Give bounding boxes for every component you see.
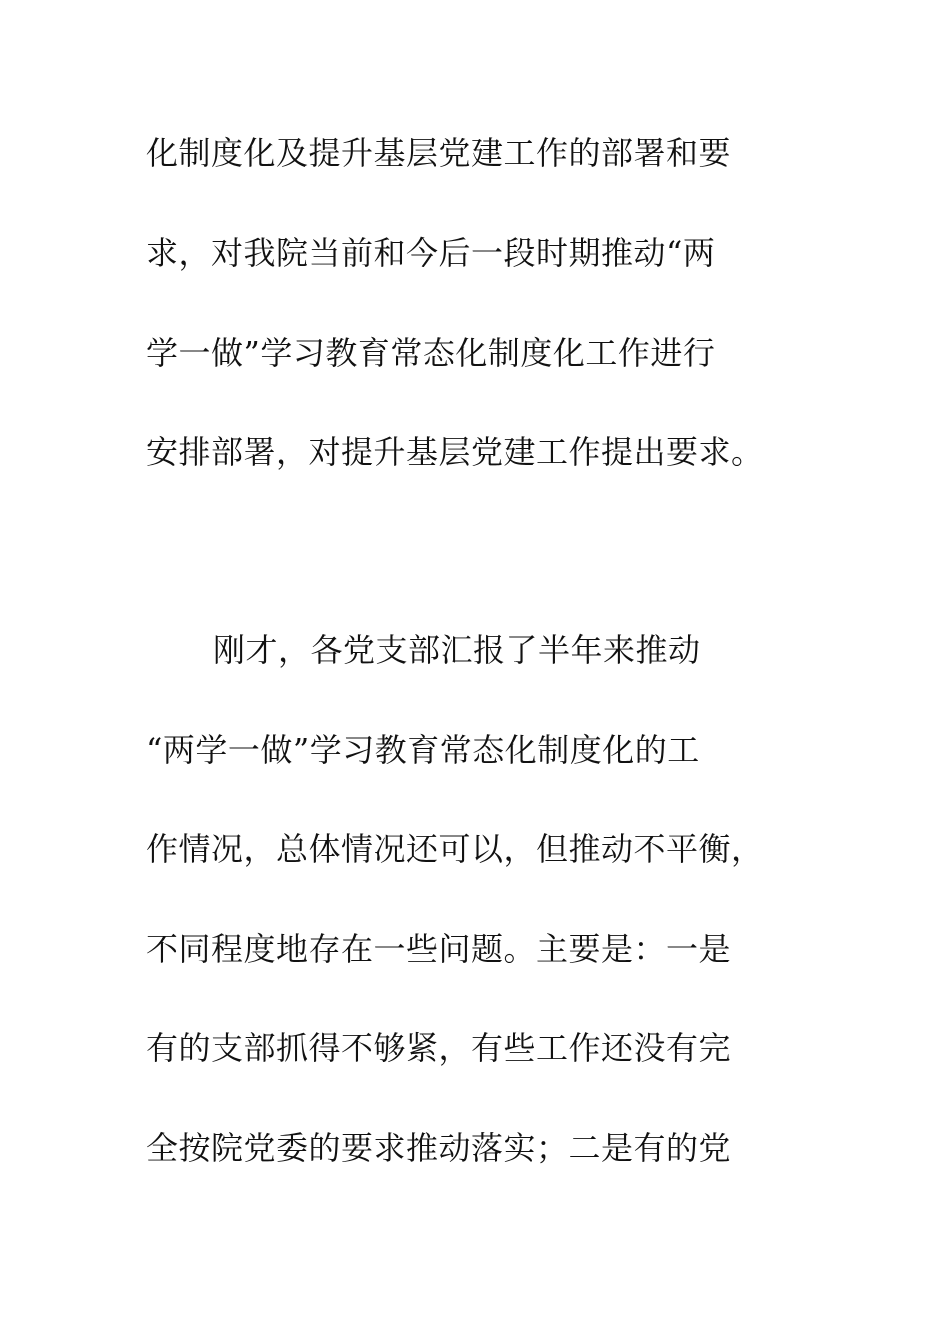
paragraph-2-line-1: 刚才，各党支部汇报了半年来推动 [213,631,701,669]
paragraph-2-line-5: 有的支部抓得不够紧，有些工作还没有完 [146,1029,732,1067]
paragraph-1-line-2: 求，对我院当前和今后一段时期推动“两 [146,234,716,272]
paragraph-2-line-4: 不同程度地存在一些问题。主要是：一是 [146,930,732,968]
paragraph-2-line-3: 作情况，总体情况还可以，但推动不平衡， [146,830,764,868]
paragraph-1-line-3: 学一做”学习教育常态化制度化工作进行 [146,334,716,372]
paragraph-2-line-2: “两学一做”学习教育常态化制度化的工 [146,731,700,769]
paragraph-1-line-1: 化制度化及提升基层党建工作的部署和要 [146,134,732,172]
paragraph-2-line-6: 全按院党委的要求推动落实；二是有的党 [146,1129,732,1167]
paragraph-1-line-4: 安排部署，对提升基层党建工作提出要求。 [146,433,764,471]
